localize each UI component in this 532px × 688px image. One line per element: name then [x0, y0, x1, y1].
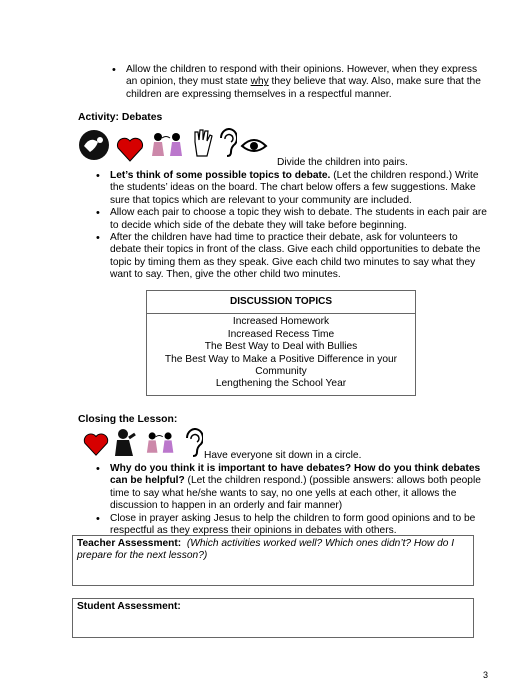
praying-head-icon: [76, 128, 112, 162]
closing-icon-text: Have everyone sit down in a circle.: [204, 450, 362, 461]
heart-icon: [115, 134, 145, 164]
talking-people-icon: [142, 428, 180, 458]
discussion-topics-list: [147, 314, 415, 390]
intro-list: [126, 64, 486, 101]
ear-icon: [217, 128, 237, 158]
closing-bullet: • Why do you think it is important to have debates? How do you think debates can be helpful? (Let the children respond.) (possible answers: allows both people time to say what he/she wants to say, no one yells at each other, it allows the discussion to happen in an orderly and fair manner): [110, 463, 488, 513]
student-assessment-label: Student Assessment:: [77, 601, 181, 612]
teacher-assessment-label: Teacher Assessment:: [77, 538, 182, 549]
closing-heading: Closing the Lesson:: [78, 414, 178, 425]
activity-icon-text: Divide the children into pairs.: [277, 157, 408, 168]
discussion-topic: Community: [255, 366, 307, 378]
closing-icons: [82, 428, 212, 458]
teacher-assessment-prompt: (Which activities worked well? Which ones didn’t? How do I prepare for the next lesson?): [77, 538, 455, 562]
discussion-topic: The Best Way to Make a Positive Difference in your: [164, 353, 398, 365]
eye-icon: [240, 136, 268, 156]
teacher-assessment-box[interactable]: [72, 535, 474, 586]
activity-bullet: • Allow each pair to choose a topic they wish to debate. The students in each pair are to decide which side of the debate they will take before beginning.: [110, 207, 488, 232]
discussion-topic: Increased Homework: [232, 316, 330, 328]
talking-people-icon: [148, 128, 188, 162]
activity-bullet: • Let’s think of some possible topics to debate. (Let the children respond.) Write the students’ ideas on the board. The chart below offers a few suggestions. Make sure that topics which are relevant to your community are included.: [110, 170, 488, 207]
discussion-topic: Increased Recess Time: [227, 328, 335, 340]
ear-icon: [183, 428, 203, 458]
activity-icons: [76, 128, 276, 164]
discussion-topic: The Best Way to Deal with Bullies: [204, 341, 358, 353]
heart-icon: [82, 430, 110, 458]
discussion-topic: Lengthening the School Year: [215, 378, 347, 390]
activity-list: [110, 170, 488, 282]
closing-list: [110, 463, 488, 537]
student-assessment-box[interactable]: [72, 598, 474, 638]
page-number: 3: [482, 670, 488, 680]
intro-bullet: • Allow the children to respond with their opinions. However, when they express an opinion, they must state why they believe that way. Also, make sure that the children are expressing themselves in a respectful manner.: [126, 64, 486, 101]
hand-icon: [191, 128, 215, 158]
praying-child-icon: [113, 428, 139, 458]
discussion-topics-table: [146, 290, 416, 396]
discussion-topics-title: DISCUSSION TOPICS: [147, 291, 415, 314]
activity-bullet: • After the children have had time to practice their debate, ask for volunteers to debate their topics in front of the class. Give each child opportunities to debate the topic by timing them as they speak. Give each child two minutes to say what they want to say. Then, give the other child two minutes.: [110, 232, 488, 282]
closing-bullet: • Close in prayer asking Jesus to help the children to form good opinions and to be respectful as they express their opinions in debates with others.: [110, 513, 488, 538]
activity-heading: Activity: Debates: [78, 112, 163, 123]
